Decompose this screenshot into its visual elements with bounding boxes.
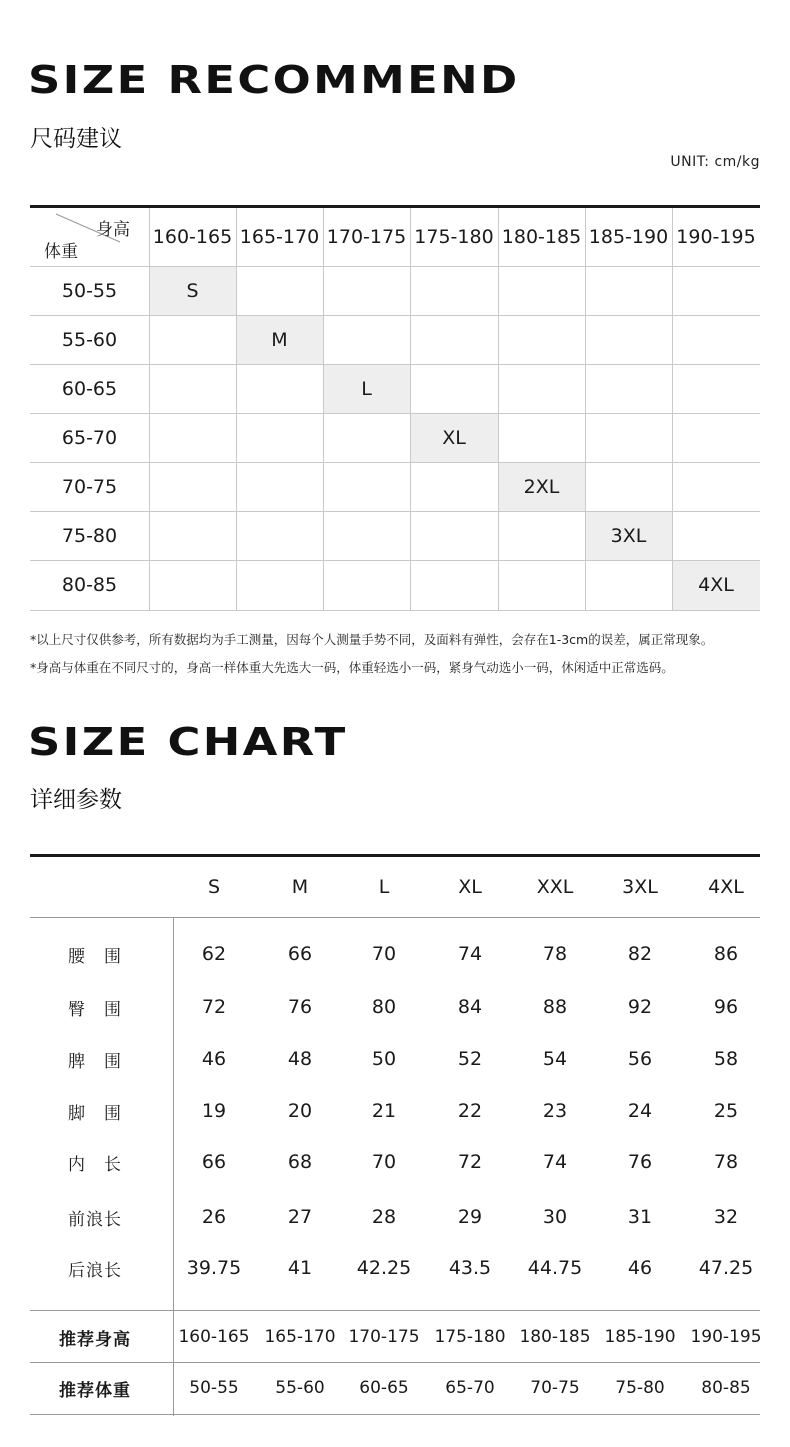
measurement-value: 80	[371, 996, 397, 1018]
height-range-header: 190-195	[676, 226, 756, 248]
measurement-value: 46	[627, 1257, 653, 1279]
measurement-value: 58	[713, 1048, 739, 1070]
row-divider	[30, 1362, 760, 1363]
measurement-value: 31	[627, 1206, 653, 1228]
size-column-header: XXL	[536, 876, 574, 898]
height-range-header: 180-185	[501, 226, 582, 248]
measurement-value: 50	[371, 1048, 397, 1070]
weight-range-label: 75-80	[61, 524, 118, 547]
measurement-value: 29	[457, 1206, 483, 1228]
size-chart-subtitle: 详细参数	[30, 787, 122, 813]
measurement-value: 46	[201, 1048, 227, 1070]
measurement-value: 72	[201, 996, 227, 1018]
measurement-value: 88	[542, 996, 568, 1018]
recommended-weight-value: 80-85	[701, 1378, 751, 1398]
recommended-height-value: 185-190	[604, 1327, 676, 1347]
grid-line	[672, 208, 673, 610]
measurement-value: 70	[371, 943, 397, 965]
measurement-value: 82	[627, 943, 653, 965]
measurement-value: 66	[287, 943, 313, 965]
measurement-value: 47.25	[698, 1257, 754, 1279]
recommended-height-value: 170-175	[348, 1327, 420, 1347]
measurement-label: 后浪长	[68, 1260, 122, 1281]
measurement-value: 96	[713, 996, 739, 1018]
measurement-value: 76	[627, 1151, 653, 1173]
measurement-value: 86	[713, 943, 739, 965]
recommended-weight-value: 50-55	[189, 1378, 239, 1398]
recommended-height-value: 180-185	[519, 1327, 591, 1347]
measurement-value: 32	[713, 1206, 739, 1228]
recommended-weight-label: 推荐体重	[59, 1380, 131, 1401]
size-cell: M	[271, 328, 288, 351]
measurement-value: 66	[201, 1151, 227, 1173]
weight-range-label: 70-75	[61, 475, 118, 498]
measurement-value: 70	[371, 1151, 397, 1173]
size-column-header: L	[378, 876, 390, 898]
size-cell: 4XL	[698, 574, 734, 596]
measurement-value: 30	[542, 1206, 568, 1228]
weight-range-label: 80-85	[61, 574, 118, 596]
measurement-value: 68	[287, 1151, 313, 1173]
size-cell: L	[361, 377, 372, 400]
measurement-value: 23	[542, 1100, 568, 1122]
size-column-header: S	[207, 876, 221, 898]
recommended-weight-value: 65-70	[445, 1378, 495, 1398]
measurement-value: 74	[457, 943, 483, 965]
recommended-height-label: 推荐身高	[59, 1329, 131, 1350]
height-range-header: 165-170	[239, 226, 320, 248]
measurement-value: 48	[287, 1048, 313, 1070]
corner-height-label: 身高	[96, 220, 130, 240]
recommended-weight-value: 60-65	[359, 1378, 409, 1398]
size-column-header: XL	[458, 876, 482, 898]
measurement-value: 20	[287, 1100, 313, 1122]
measurement-value: 54	[542, 1048, 568, 1070]
measurement-value: 22	[457, 1100, 483, 1122]
measurement-value: 92	[627, 996, 653, 1018]
measurement-value: 39.75	[186, 1257, 242, 1279]
measurement-value: 19	[201, 1100, 227, 1122]
size-column-header: 3XL	[622, 876, 658, 898]
size-cell: XL	[442, 426, 466, 449]
recommended-weight-value: 70-75	[530, 1378, 580, 1398]
measurement-value: 44.75	[527, 1257, 583, 1279]
measurement-value: 62	[201, 943, 227, 965]
unit-label: UNIT: cm/kg	[670, 154, 760, 170]
size-column-header: M	[291, 876, 309, 898]
measurement-label: 脚 围	[68, 1103, 122, 1124]
measurement-label: 脾 围	[68, 1051, 122, 1072]
size-cell: 3XL	[610, 524, 647, 547]
measurement-value: 52	[457, 1048, 483, 1070]
size-column-header: 4XL	[708, 876, 744, 898]
recommended-weight-value: 75-80	[615, 1378, 665, 1398]
note-line-2: *身高与体重在不同尺寸的，身高一样体重大先选大一码，体重轻选小一码，紧身气动选小一码，休闲适中正常选码。	[30, 660, 674, 675]
measurement-label: 腰 围	[68, 946, 122, 967]
grid-line	[236, 208, 237, 610]
recommended-weight-value: 55-60	[275, 1378, 325, 1398]
header-divider	[30, 917, 760, 918]
size-recommend-table	[30, 205, 760, 611]
measurement-value: 78	[542, 943, 568, 965]
recommended-height-value: 165-170	[264, 1327, 336, 1347]
measurement-value: 78	[713, 1151, 739, 1173]
grid-line	[30, 610, 760, 611]
measurement-value: 56	[627, 1048, 653, 1070]
height-range-header: 170-175	[326, 226, 407, 248]
grid-line	[498, 208, 499, 610]
measurement-value: 84	[457, 996, 483, 1018]
size-cell: S	[186, 279, 199, 302]
size-chart-table	[30, 854, 760, 1416]
measurement-value: 27	[287, 1206, 313, 1228]
size-chart-title: SIZE CHART	[28, 720, 348, 764]
measurement-value: 41	[287, 1257, 313, 1279]
section-divider	[30, 1310, 760, 1311]
recommended-height-value: 190-195	[690, 1327, 762, 1347]
measurement-value: 25	[713, 1100, 739, 1122]
table-bottom-rule	[30, 1414, 760, 1415]
height-range-header: 185-190	[588, 226, 669, 248]
weight-range-label: 60-65	[61, 377, 118, 400]
measurement-value: 42.25	[356, 1257, 412, 1279]
corner-weight-label: 体重	[44, 242, 78, 262]
measurement-value: 28	[371, 1206, 397, 1228]
measurement-value: 43.5	[448, 1257, 492, 1279]
measurement-value: 72	[457, 1151, 483, 1173]
weight-range-label: 55-60	[61, 328, 118, 351]
size-cell: 2XL	[523, 475, 560, 498]
grid-line	[410, 208, 411, 610]
weight-range-label: 65-70	[61, 426, 118, 449]
size-recommend-subtitle: 尺码建议	[30, 126, 122, 152]
measurement-value: 24	[627, 1100, 653, 1122]
measurement-label: 前浪长	[68, 1209, 122, 1230]
recommended-height-value: 175-180	[434, 1327, 506, 1347]
measurement-label: 内 长	[68, 1154, 122, 1175]
height-range-header: 175-180	[414, 226, 494, 248]
size-recommend-title: SIZE RECOMMEND	[28, 58, 520, 102]
measurement-value: 74	[542, 1151, 568, 1173]
recommended-height-value: 160-165	[178, 1327, 250, 1347]
note-line-1: *以上尺寸仅供参考，所有数据均为手工测量，因每个人测量手势不同，及面料有弹性，会存在1-3cm的误差，属正常现象。	[30, 632, 714, 647]
measurement-label: 臀 围	[68, 999, 122, 1020]
measurement-value: 21	[371, 1100, 397, 1122]
measurement-value: 26	[201, 1206, 227, 1228]
height-range-header: 160-165	[152, 226, 233, 248]
measurement-value: 76	[287, 996, 313, 1018]
weight-range-label: 50-55	[61, 279, 118, 302]
